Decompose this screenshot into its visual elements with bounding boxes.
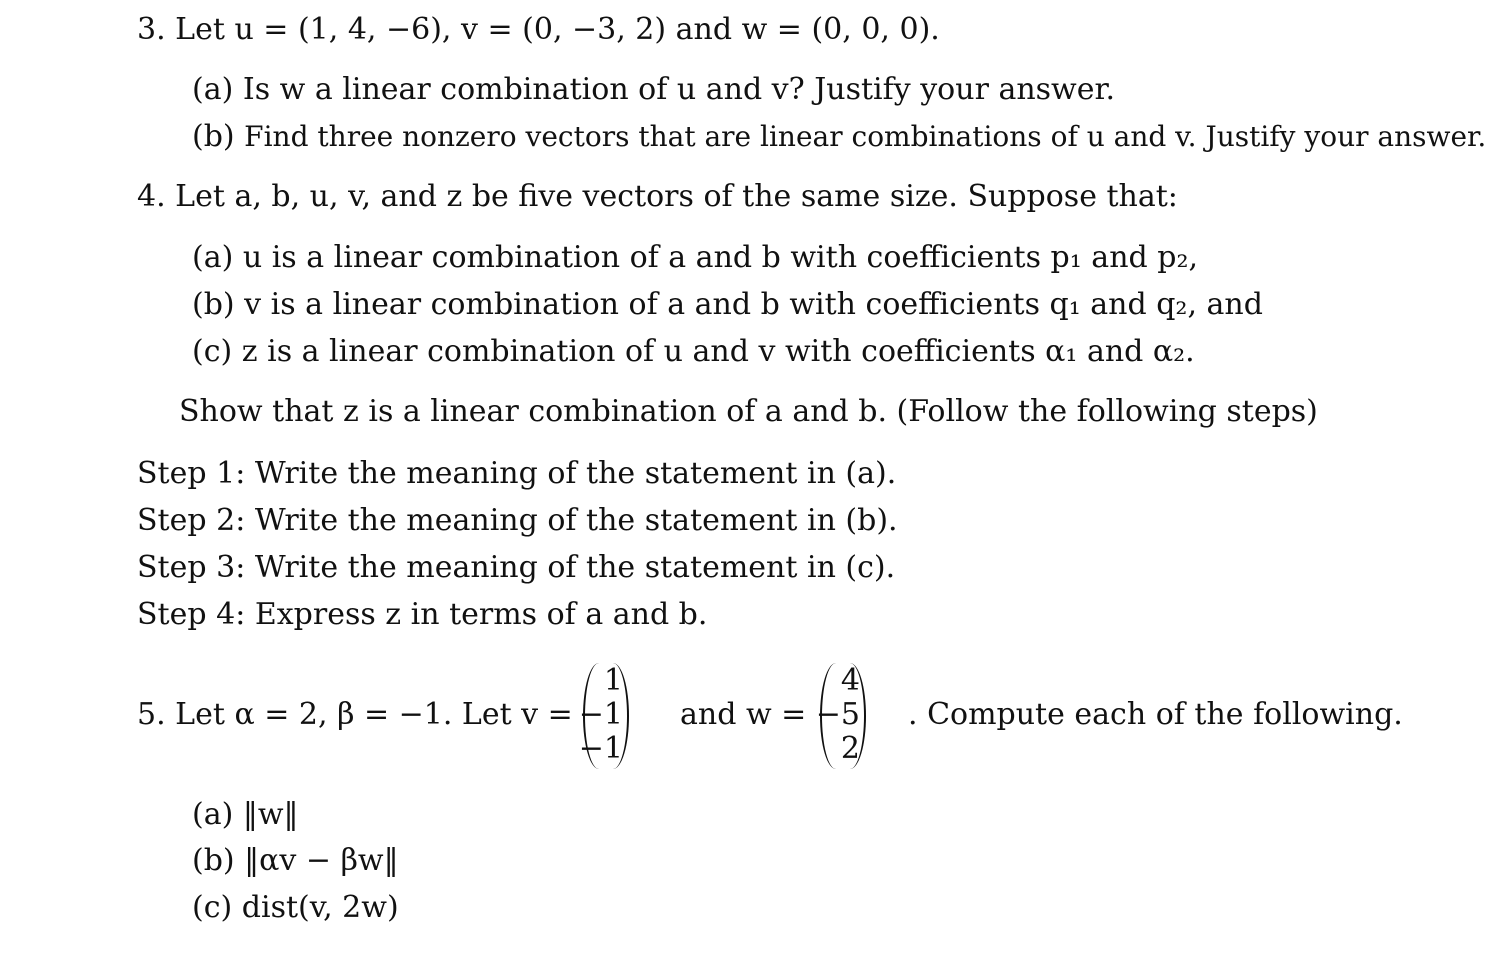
q4-step-1-text: Write the meaning of the statement in (a). (254, 456, 897, 491)
q4-part-c-label: (c) (192, 334, 233, 369)
q3-statement (137, 12, 940, 48)
q3-part-b-label: (b) (192, 119, 235, 154)
q4-part-c (192, 334, 1195, 370)
vector-w-entry-1: 4 (840, 663, 860, 698)
q4-step-4-label: Step 4: (137, 597, 246, 632)
q3-number: 3. (137, 12, 166, 47)
q5-part-b (192, 843, 399, 879)
q5-and-w: and w = (680, 697, 807, 732)
q3-part-a (192, 72, 1115, 108)
q4-statement (137, 179, 1178, 215)
q4-part-b-label: (b) (192, 287, 235, 322)
q3-part-b (192, 119, 1486, 155)
q4-show-statement: Show that z is a linear combination of a and b. (Follow the following steps) (179, 394, 1318, 429)
q5-part-c-text: dist(v, 2w) (241, 890, 399, 925)
q5-number: 5. (137, 697, 166, 732)
q5-part-b-text: ‖αv − βw‖ (244, 843, 399, 878)
q4-step-4-text: Express z in terms of a and b. (254, 597, 708, 632)
q5-lead-text: Let α = 2, β = −1. Let v = (175, 697, 573, 732)
q4-step-1-label: Step 1: (137, 456, 246, 491)
q4-part-a-label: (a) (192, 240, 234, 275)
q5-part-b-label: (b) (192, 843, 235, 878)
q3-text: Let u = (1, 4, −6), v = (0, −3, 2) and w = (0, 0, 0). (175, 12, 940, 47)
q4-part-a (192, 240, 1198, 276)
vector-v-matrix (578, 663, 629, 769)
q4-text: Let a, b, u, v, and z be five vectors of the same size. Suppose that: (175, 179, 1178, 214)
q4-step-3 (137, 550, 895, 586)
vector-v-entry-3: −1 (578, 731, 623, 766)
q4-part-b-text: v is a linear combination of a and b with coefficients q₁ and q₂, and (244, 287, 1263, 322)
q5-lead (137, 697, 573, 733)
q4-step-3-label: Step 3: (137, 550, 246, 585)
vector-w-entry-3: 2 (840, 731, 860, 766)
vector-w-entry-2: −5 (815, 697, 860, 732)
q5-part-c-label: (c) (192, 890, 233, 925)
vector-v-entry-1: 1 (603, 663, 623, 698)
q4-step-3-text: Write the meaning of the statement in (c). (254, 550, 896, 585)
q4-step-4 (137, 597, 707, 633)
q5-part-a (192, 797, 299, 833)
q4-part-a-text: u is a linear combination of a and b with coefficients p₁ and p₂, (242, 240, 1199, 275)
q3-part-b-text: Find three nonzero vectors that are linear combinations of u and v. Justify your answer. (244, 120, 1487, 153)
q4-step-1 (137, 456, 896, 492)
q4-step-2 (137, 503, 898, 539)
q4-number: 4. (137, 179, 166, 214)
q3-part-a-label: (a) (192, 72, 234, 107)
q5-tail: . Compute each of the following. (908, 697, 1403, 732)
vector-w-matrix (815, 663, 866, 769)
q5-part-c (192, 890, 399, 926)
q5-part-a-text: ‖w‖ (242, 797, 299, 832)
q4-part-c-text: z is a linear combination of u and v with coefficients α₁ and α₂. (241, 334, 1195, 369)
q4-part-b (192, 287, 1263, 323)
q3-part-a-text: Is w a linear combination of u and v? Justify your answer. (242, 72, 1116, 107)
q5-part-a-label: (a) (192, 797, 234, 832)
q4-step-2-label: Step 2: (137, 503, 246, 538)
q4-step-2-text: Write the meaning of the statement in (b). (254, 503, 898, 538)
vector-v-entry-2: −1 (578, 697, 623, 732)
